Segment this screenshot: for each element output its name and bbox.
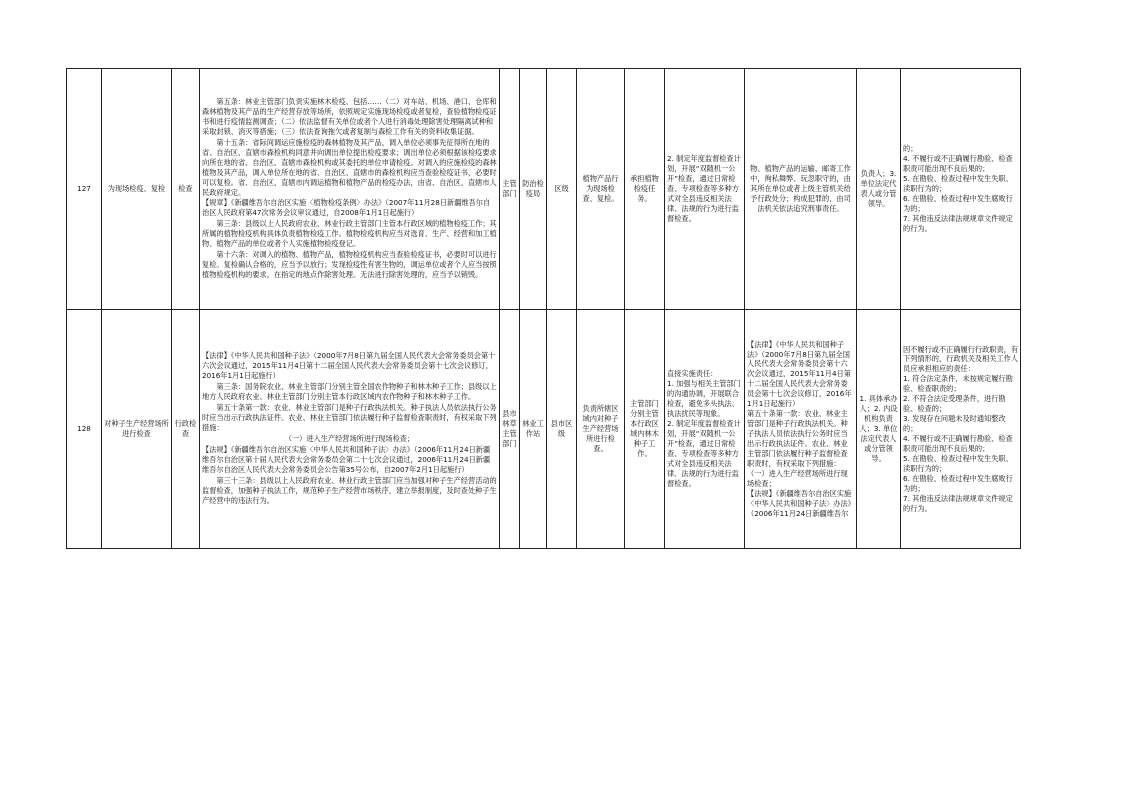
accountability-cases: 因不履行或不正确履行行政职责，有下列情形的，行政机关及相关工作人员应承担相应的责任： 1. 符合法定条件，未按规定履行勘验、检查职责的； 2. 不符合法定受理条件，进行勘验、检查的； 3. 发现存在问题未及时通知整改的； 4. 不履行或不正确履行勘验、检查职责可能出现不良后果的； 5. 在勘验、检查过程中发生失职、渎职行为的； 6. 在勘验、检查过程中发生腐败行为的； 7. 其他违反法律法规规章文件规定的行为。 <box>901 310 1021 549</box>
level: 县市区级 <box>547 310 577 549</box>
level: 区级 <box>547 69 577 310</box>
department: 县市林草主管部门 <box>500 310 520 549</box>
item-name: 对种子生产经营场所进行检查 <box>102 310 172 549</box>
sub-duty: 承担植物检疫任务。 <box>625 69 665 310</box>
implementing-org: 林业工作站 <box>520 310 547 549</box>
item-name: 为现场检疫、复检 <box>102 69 172 310</box>
item-type: 检查 <box>172 69 200 310</box>
item-type: 行政检查 <box>172 310 200 549</box>
legal-basis: 【法律】《中华人民共和国种子法》（2000年7月8日第九届全国人民代表大会常务委员会第十六次会议通过，2015年11月4日第十二届全国人民代表大会常务委员会第十七次会议修订，2016年1月1日起施行） 第三条：国务院农业、林业主管部门分别主管全国农作物种子和林木种子工作；县级以上地方人民政府农业、林业主管部门分别主管本行政区域内农作物种子和林木种子工作。 第五十条第一款：农业、林业主管部门是种子行政执法机关。种子执法人员依法执行公务时应当出示行政执法证件。农业、林业主管部门依法履行种子监督检查职责时，有权采取下列措施： （一）进入生产经营场所进行现场检查； 【法规】《新疆维吾尔自治区实施〈中华人民共和国种子法〉办法》（2006年11月24日新疆维吾尔自治区第十届人民代表大会常务委员会第二十七次会议通过，2006年11月24日新疆维吾尔自治区人民代表大会常务委员会公告第35号公布，自2007年2月1日起施行） 第三十三条：县级以上人民政府农业、林业行政主管部门应当加强对种子生产经营活动的监督检查，加强种子执法工作，规范种子生产经营市场秩序，建立举报制度，及时查处种子生产经营中的违法行为。 <box>200 310 500 549</box>
measures: 直接实施责任： 1. 加强与相关主管部门的沟通协调，开展联合检查，避免多头执法、执法扰民等现象。 2. 制定年度监督检查计划，开展“双随机一公开”检查，通过日常检查、专项检查等多种方式对全县违反相关法律、法规的行为进行监督检查。 <box>665 310 745 549</box>
scope: 负责所辖区域内对种子生产经营场所进行检查。 <box>577 310 625 549</box>
scope: 植物产品行为现场检查、复检。 <box>577 69 625 310</box>
implementing-org: 防治检疫局 <box>520 69 547 310</box>
row-number: 127 <box>67 69 102 310</box>
table-row <box>67 310 1021 549</box>
table-row <box>67 69 1021 310</box>
responsibility-table <box>66 68 1021 549</box>
department: 主管部门 <box>500 69 520 310</box>
legal-basis-column: 【法律】《中华人民共和国种子法》（2000年7月8日第九届全国人民代表大会常务委员会第十六次会议通过，2015年11月4日第十二届全国人民代表大会常务委员会第十七次会议修订，2016年1月1日起施行） 第五十条第一款：农业、林业主管部门是种子行政执法机关。种子执法人员依法执行公务时应当出示行政执法证件。农业、林业主管部门依法履行种子监督检查职责时，有权采取下列措施： （一）进入生产经营场所进行现场检查； 【法规】《新疆维吾尔自治区实施〈中华人民共和国种子法〉办法》（2006年11月24日新疆维吾尔 <box>745 310 857 549</box>
sub-duty: 主管部门分别主管本行政区域内林木种子工作。 <box>625 310 665 549</box>
accountability: 物、植物产品的运输、邮寄工作中，徇私舞弊、玩忽职守的，由其所在单位或者上级主管机关给予行政处分；构成犯罪的，由司法机关依法追究刑事责任。 <box>745 69 857 310</box>
legal-basis: 第五条：林业主管部门负责实施林木检疫、包括……（二）对车站、机场、港口、仓库和森林植物及其产品的生产经营存放等场所，依照规定实施现场检疫或者复检，查验植物检疫证书和进行疫情监测调查；（二）依法监督有关单位或者个人进行消毒处理除害处理隔离试种和采取封锁、消灭等措施；（三）依法查询拖欠或者复制与森检工作有关的资料收集证据。 第十五条：省际间调运应施检疫的森林植物及其产品，调入单位必须事先征得所在地的省、自治区、直辖市森检机构同意并向调出单位提出检疫要求；调出单位必须根据该检疫要求向所在地的省、自治区、直辖市森检机构或其委托的单位申请检疫。对调入的应施检疫的森林植物及其产品，调入单位所在地的省、自治区、直辖市的森检机构应当查验检疫证书，必要时可以复检。省、自治区、直辖市内调运植物和植物产品的检疫办法，由省、自治区、直辖市人民政府规定。 【规章】《新疆维吾尔自治区实施〈植物检疫条例〉办法》（2007年11月28日新疆维吾尔自治区人民政府第47次常务会议审议通过，自2008年1月1日起施行） 第三条：县级以上人民政府农业、林业行政主管部门主管本行政区域的植物检疫工作；其所属的植物检疫机构具体负责植物检疫工作。植物检疫机构应当对选育、生产、经营和加工植物、植物产品的单位或者个人实施植物检疫登记。 第十六条：对调入的植物、植物产品，植物检疫机构应当查验检疫证书，必要时可以进行复检。复检确认合格的，应当予以放行；发现检疫性有害生物的，调运单位或者个人应当按照植物检疫机构的要求，在指定的地点作除害处理。无法进行除害处理的，应当予以销毁。 <box>200 69 500 310</box>
accountability-cases: 的； 4. 不履行或不正确履行勘验、检查职责可能出现不良后果的； 5. 在勘验、检查过程中发生失职、渎职行为的； 6. 在勘验、检查过程中发生腐败行为的； 7. 其他违反法律法规规章文件规定的行为。 <box>901 69 1021 310</box>
row-number: 128 <box>67 310 102 549</box>
responsible-subject: 负责人；3. 单位法定代表人或分管领导。 <box>857 69 901 310</box>
responsible-subject: 1. 具体承办人；2. 内设机构负责人；3. 单位法定代表人或分管领导。 <box>857 310 901 549</box>
measures: 2. 制定年度监督检查计划，开展“双随机一公开”检查，通过日常检查、专项检查等多种方式对全县违反相关法律、法规的行为进行监督检查。 <box>665 69 745 310</box>
